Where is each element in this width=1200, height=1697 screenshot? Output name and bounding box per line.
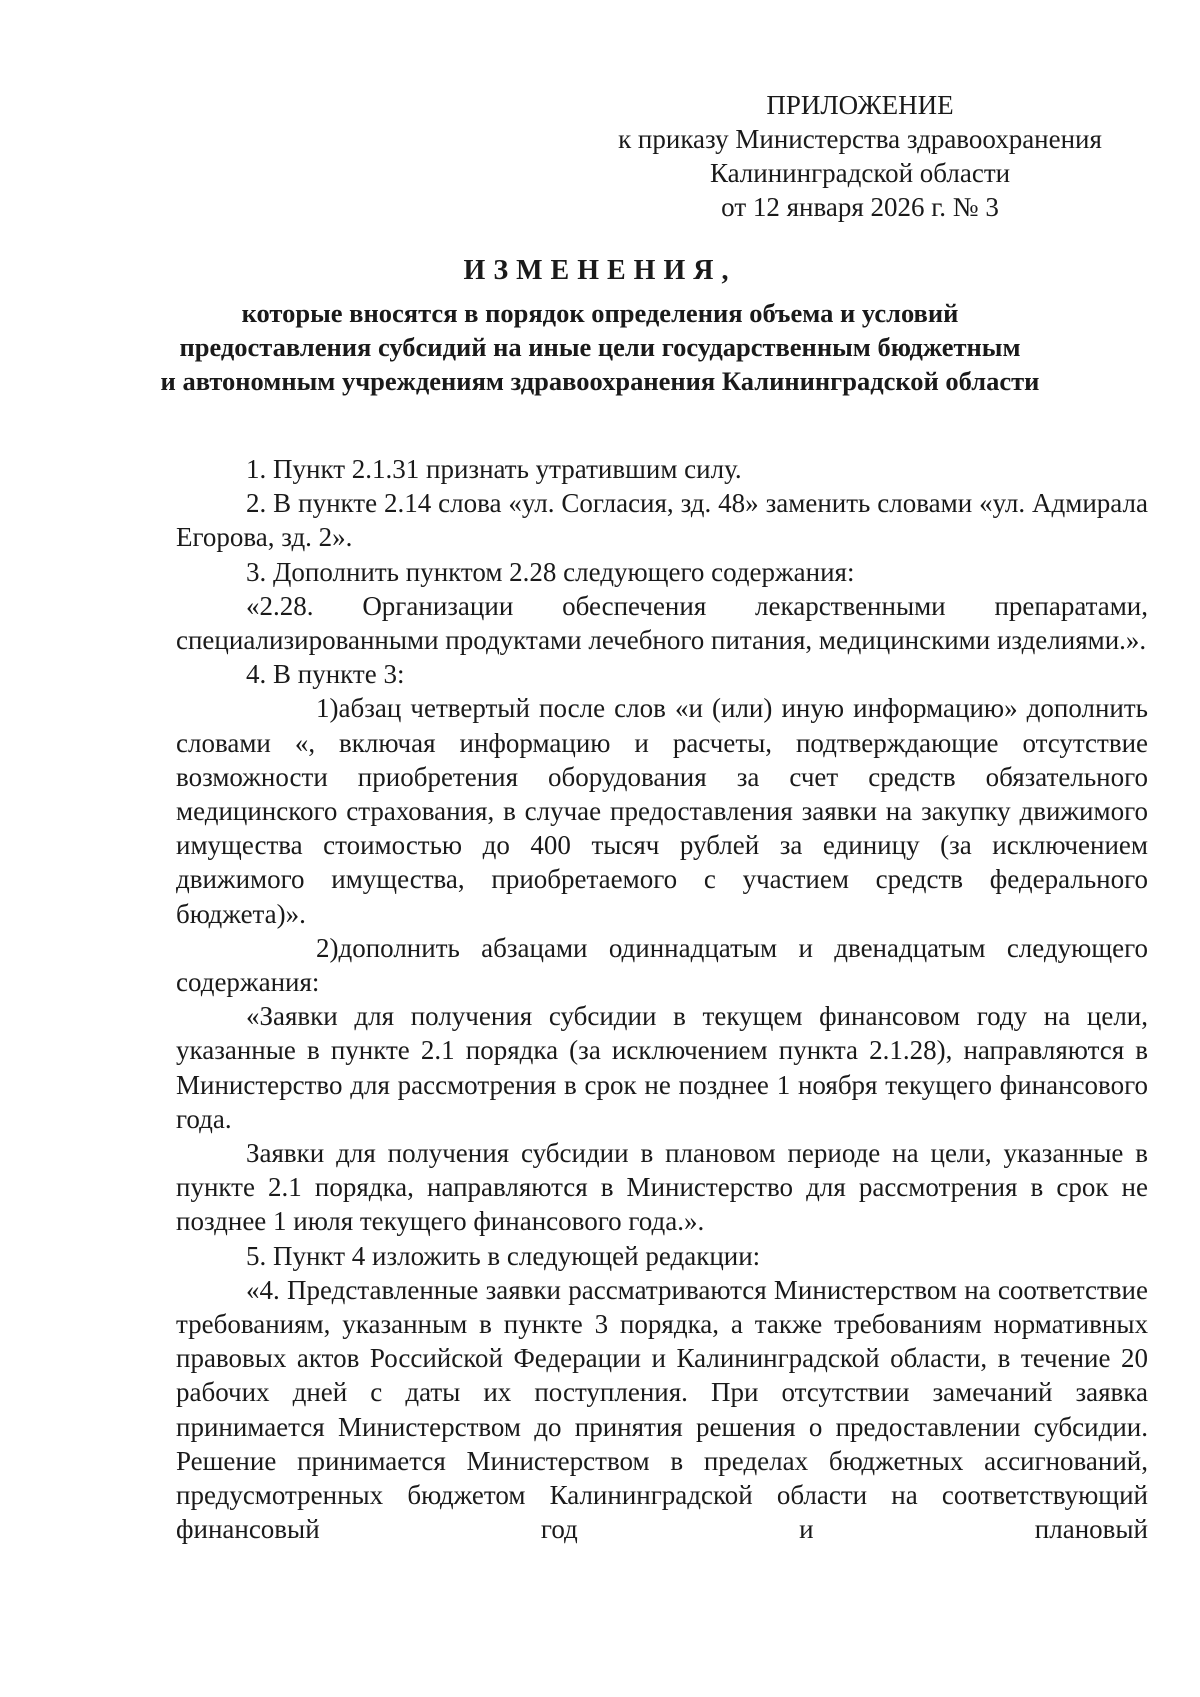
subitem-2-number: 2) [316, 932, 339, 963]
subtitle-line-2: предоставления субсидий на иные цели государственным бюджетным [179, 332, 1021, 362]
appendix-region: Калининградской области [709, 158, 1011, 188]
subitem-2 [176, 931, 1148, 999]
subitem-1-text: абзац четвертый после слов «и (или) иную информацию» дополнить словами «, включая информацию и расчеты, подтверждающие отсутствие возможности приобретения оборудования за счет средств обязательного медицинского страхования, в случае предоставления заявки на закупку движимого имущества стоимостью до 400 тысяч рублей за единицу (за исключением движимого имущества, приобретаемого с участием средств федерального бюджета)». [176, 693, 1148, 929]
paragraph-8: «Заявки для получения субсидии в текущем финансовом году на цели, указанные в пункте 2.1 порядка (за исключением пункта 2.1.28), направляются в Министерство для рассмотрения в срок не позднее 1 ноября текущего финансового года. [176, 1001, 1148, 1134]
subtitle-line-3: и автономным учреждениям здравоохранения Калининградской области [160, 366, 1040, 396]
paragraph-3: 3. Дополнить пунктом 2.28 следующего содержания: [246, 556, 855, 587]
document-subtitle [60, 296, 1140, 398]
paragraph-10: 5. Пункт 4 изложить в следующей редакции: [246, 1240, 761, 1271]
paragraph-4: «2.28. Организации обеспечения лекарственными препаратами, специализированными продуктами лечебного питания, медицинскими изделиями.». [176, 590, 1148, 656]
subitem-1-number: 1) [316, 693, 339, 724]
document-body [176, 452, 1148, 1547]
paragraph-9: Заявки для получения субсидии в плановом периоде на цели, указанные в пункте 2.1 порядка, направляются в Министерство для рассмотрения в срок не позднее 1 июля текущего финансового года.». [176, 1138, 1148, 1237]
paragraph-11: «4. Представленные заявки рассматриваются Министерством на соответствие требованиям, указанным в пункте 3 порядка, а также требованиям нормативных правовых актов Российской Федерации и Калининградской области, в течение 20 рабочих дней с даты их поступления. При отсутствии замечаний заявка принимается Министерством до принятия решения о предоставлении субсидии. Решение принимается Министерством в пределах бюджетных ассигнований, предусмотренных бюджетом Калининградской области на соответствующий финансовый год и плановый [176, 1274, 1148, 1545]
paragraph-2: 2. В пункте 2.14 слова «ул. Согласия, зд. 48» заменить словами «ул. Адмирала Егорова, зд. 2». [176, 488, 1148, 553]
paragraph-5: 4. В пункте 3: [246, 659, 405, 690]
paragraph-1: 1. Пункт 2.1.31 признать утратившим силу. [246, 454, 742, 484]
appendix-header [580, 88, 1140, 224]
appendix-label: ПРИЛОЖЕНИЕ [766, 90, 954, 120]
subtitle-line-1: которые вносятся в порядок определения объема и условий [241, 298, 959, 328]
document-title: ИЗМЕНЕНИЯ, [463, 255, 737, 286]
subitem-2-text: дополнить абзацами одиннадцатым и двенадцатым следующего содержания: [176, 932, 1148, 998]
appendix-order-ref: к приказу Министерства здравоохранения [618, 124, 1102, 154]
appendix-date: от 12 января 2026 г. № 3 [721, 192, 999, 222]
subitem-1 [176, 691, 1148, 930]
